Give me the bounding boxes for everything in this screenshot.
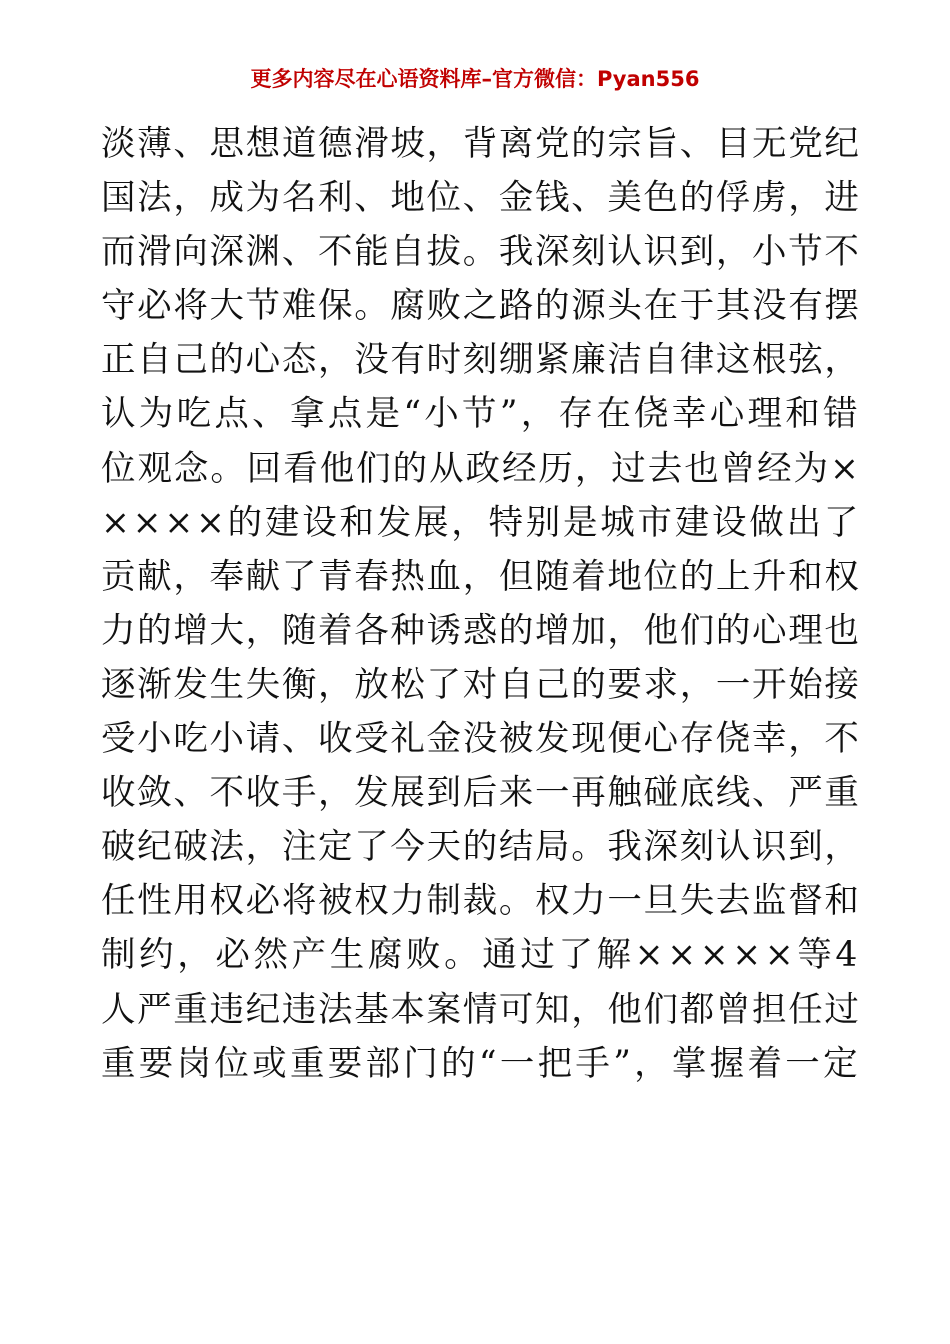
text-line: 任性用权必将被权力制裁。权力一旦失去监督和	[101, 881, 861, 922]
text-line: ××××的建设和发展，特别是城市建设做出了	[101, 502, 862, 543]
document-body	[101, 117, 861, 1091]
page-header-banner	[0, 64, 950, 94]
header-separator: –	[481, 67, 493, 91]
text-line: 国法，成为名利、地位、金钱、美色的俘虏，进	[101, 178, 861, 219]
text-line: 正自己的心态，没有时刻绷紧廉洁自律这根弦，	[101, 340, 861, 381]
header-library-text: 更多内容尽在心语资料库	[250, 67, 482, 91]
text-line: 人严重违纪违法基本案情可知，他们都曾担任过	[101, 989, 861, 1030]
text-line: 力的增大，随着各种诱惑的增加，他们的心理也	[101, 610, 861, 651]
text-line: 制约，必然产生腐败。通过了解×××××等4	[101, 935, 862, 976]
text-line: 逐渐发生失衡，放松了对自己的要求，一开始接	[101, 664, 861, 705]
header-wechat-text: 官方微信：Pyan556	[492, 67, 700, 91]
text-line: 受小吃小请、收受礼金没被发现便心存侥幸，不	[101, 719, 861, 760]
text-line: 认为吃点、拿点是“小节”，存在侥幸心理和错	[101, 394, 861, 435]
text-line: 淡薄、思想道德滑坡，背离党的宗旨、目无党纪	[101, 124, 861, 164]
text-line: 收敛、不收手，发展到后来一再触碰底线、严重	[101, 773, 861, 814]
text-line: 贡献，奉献了青春热血，但随着地位的上升和权	[101, 556, 861, 597]
text-line: 破纪破法，注定了今天的结局。我深刻认识到，	[101, 827, 861, 868]
text-line: 位观念。回看他们的从政经历，过去也曾经为×	[101, 448, 861, 489]
text-line: 而滑向深渊、不能自拔。我深刻认识到，小节不	[101, 232, 861, 273]
text-line: 守必将大节难保。腐败之路的源头在于其没有摆	[101, 286, 861, 327]
text-line: 重要岗位或重要部门的“一把手”，掌握着一定	[101, 1043, 861, 1084]
